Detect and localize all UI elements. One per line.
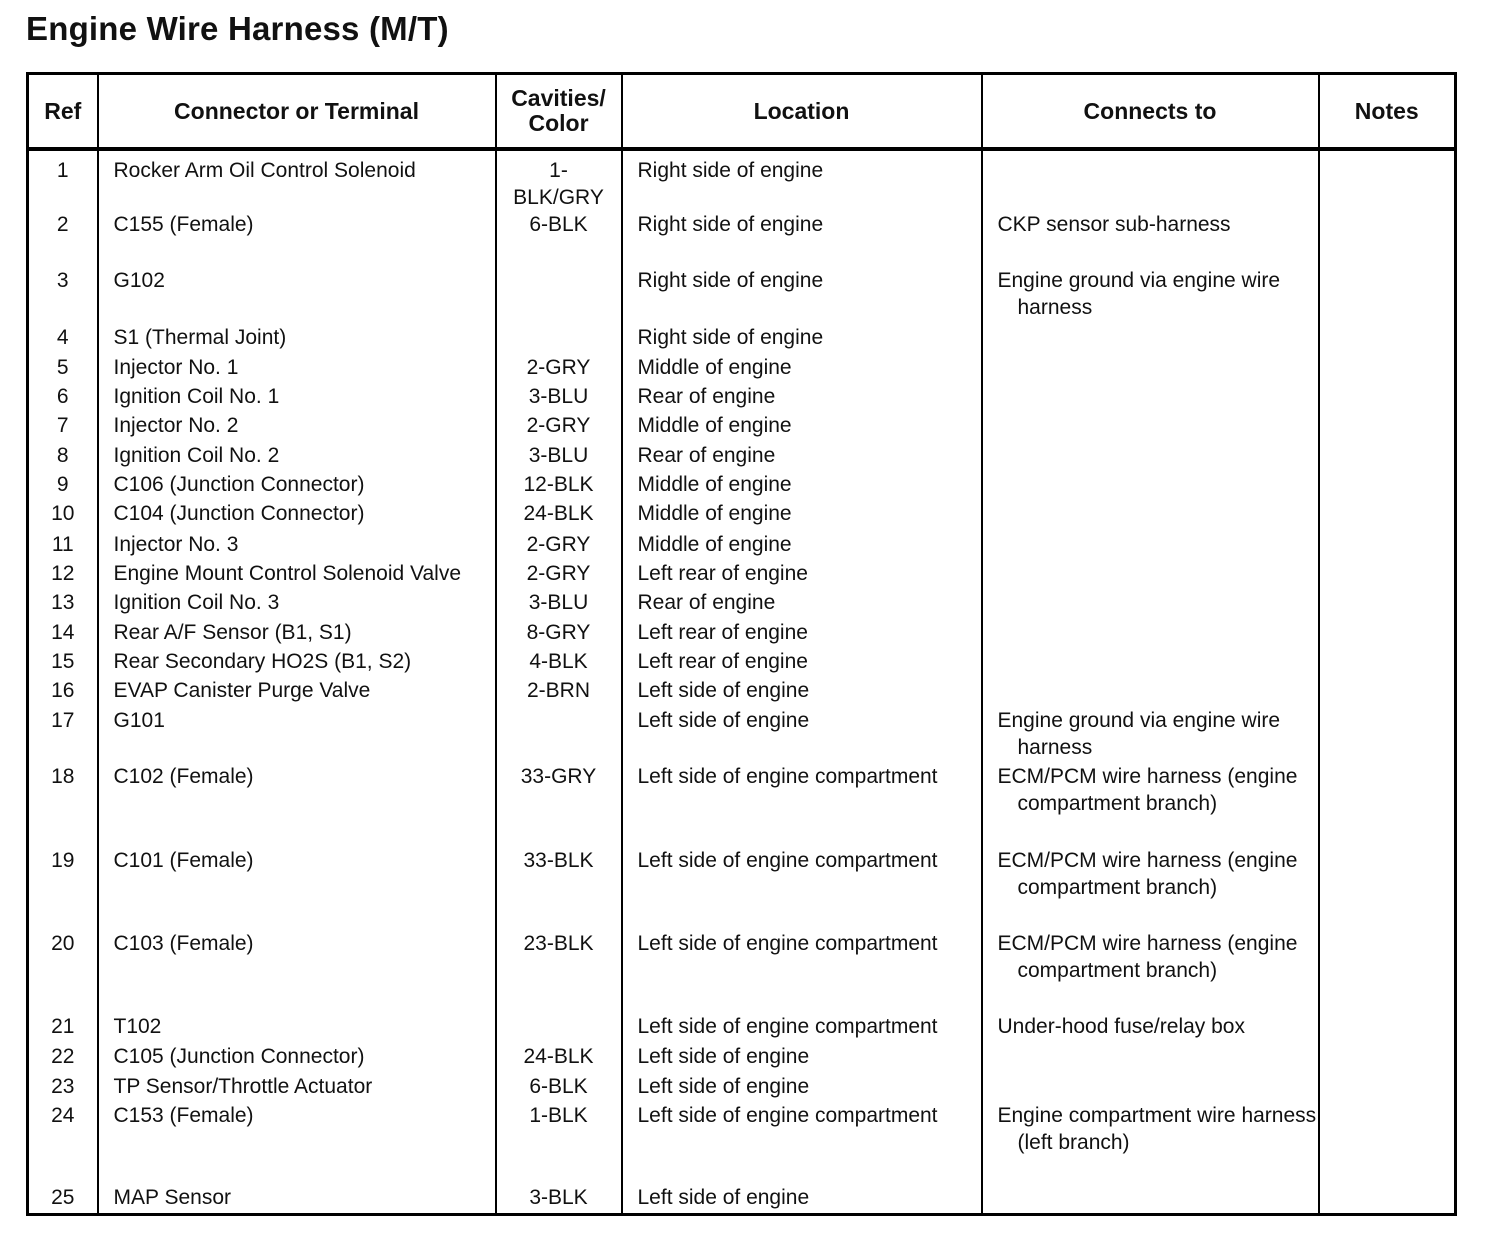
cell-connector: Injector No. 3 <box>98 531 496 560</box>
cell-connects-to <box>982 471 1319 500</box>
cell-location: Middle of engine <box>622 531 982 560</box>
cell-ref: 7 <box>28 412 98 442</box>
cell-connects-to <box>982 763 1319 846</box>
cell-location: Left rear of engine <box>622 560 982 589</box>
cell-connector: MAP Sensor <box>98 1184 496 1214</box>
cell-cavities <box>496 211 622 267</box>
cell-connector: C104 (Junction Connector) <box>98 500 496 530</box>
table-row <box>28 1184 1456 1214</box>
cell-connector: Rear A/F Sensor (B1, S1) <box>98 619 496 648</box>
column-header-connector: Connector or Terminal <box>98 74 496 150</box>
cell-connects-to <box>982 267 1319 323</box>
cavities-text: 3-BLU <box>528 444 589 468</box>
cell-cavities <box>496 589 622 619</box>
cell-ref: 13 <box>28 589 98 619</box>
cell-connects-to <box>982 707 1319 763</box>
cell-notes <box>1319 677 1456 707</box>
cell-cavities <box>496 471 622 500</box>
cell-connects-to <box>982 383 1319 412</box>
column-header-connects-to: Connects to <box>982 74 1319 150</box>
cell-ref: 14 <box>28 619 98 648</box>
table-row <box>28 1102 1456 1184</box>
cell-notes <box>1319 589 1456 619</box>
cell-notes <box>1319 149 1456 211</box>
cell-location: Middle of engine <box>622 412 982 442</box>
cell-notes <box>1319 211 1456 267</box>
cell-ref: 22 <box>28 1043 98 1073</box>
cell-notes <box>1319 267 1456 323</box>
cavities-text: 3-BLU <box>528 384 589 408</box>
connects-to-text: Engine ground via engine wire harness <box>997 269 1281 320</box>
cell-ref: 1 <box>28 149 98 211</box>
cell-location: Rear of engine <box>622 442 982 471</box>
connects-to-text: Under-hood fuse/relay box <box>997 1015 1245 1039</box>
table-row <box>28 763 1456 846</box>
cell-connects-to <box>982 648 1319 677</box>
cell-ref: 21 <box>28 1013 98 1042</box>
table-row <box>28 442 1456 471</box>
cavities-text: 33-GRY <box>520 765 597 789</box>
cell-cavities <box>496 531 622 560</box>
cell-location: Left side of engine <box>622 1043 982 1073</box>
cell-ref: 24 <box>28 1102 98 1184</box>
cavities-text: 3-BLU <box>528 590 589 614</box>
cell-location: Left side of engine <box>622 1073 982 1102</box>
connects-to-text: ECM/PCM wire harness (engine compartment branch) <box>997 765 1298 816</box>
table-row <box>28 648 1456 677</box>
cell-ref: 20 <box>28 930 98 1013</box>
cell-ref: 9 <box>28 471 98 500</box>
table-row <box>28 847 1456 930</box>
cell-notes <box>1319 471 1456 500</box>
table-row <box>28 619 1456 648</box>
cavities-text: 24-BLK <box>523 1044 594 1068</box>
cell-ref: 19 <box>28 847 98 930</box>
cell-location: Left side of engine compartment <box>622 1013 982 1042</box>
cell-notes <box>1319 442 1456 471</box>
cell-notes <box>1319 619 1456 648</box>
page-title: Engine Wire Harness (M/T) <box>26 10 449 47</box>
cell-connects-to <box>982 442 1319 471</box>
cell-cavities <box>496 763 622 846</box>
column-header-cavities-label: Cavities/ Color <box>511 85 606 136</box>
cell-ref: 11 <box>28 531 98 560</box>
cell-connects-to <box>982 1073 1319 1102</box>
cavities-text: 6-BLK <box>529 213 588 237</box>
table-row <box>28 500 1456 530</box>
table-header <box>28 74 1456 150</box>
cell-cavities <box>496 500 622 530</box>
cell-connector: G102 <box>98 267 496 323</box>
cell-connector: Engine Mount Control Solenoid Valve <box>98 560 496 589</box>
cell-location: Right side of engine <box>622 149 982 211</box>
cell-ref: 18 <box>28 763 98 846</box>
cell-connector: C102 (Female) <box>98 763 496 846</box>
cell-cavities <box>496 383 622 412</box>
cell-notes <box>1319 412 1456 442</box>
table-row <box>28 1073 1456 1102</box>
cell-cavities <box>496 1013 622 1042</box>
cell-ref: 23 <box>28 1073 98 1102</box>
cell-connects-to <box>982 412 1319 442</box>
cell-location: Right side of engine <box>622 267 982 323</box>
cell-ref: 5 <box>28 354 98 383</box>
cell-notes <box>1319 1013 1456 1042</box>
cell-connector: Ignition Coil No. 1 <box>98 383 496 412</box>
cell-connector: G101 <box>98 707 496 763</box>
cell-notes <box>1319 1102 1456 1184</box>
cell-location: Left side of engine compartment <box>622 1102 982 1184</box>
column-header-location: Location <box>622 74 982 150</box>
cell-connector: C106 (Junction Connector) <box>98 471 496 500</box>
cavities-text: 4-BLK <box>529 649 588 673</box>
cell-connector: Ignition Coil No. 3 <box>98 589 496 619</box>
cell-ref: 15 <box>28 648 98 677</box>
cell-connector: C155 (Female) <box>98 211 496 267</box>
cell-connector: T102 <box>98 1013 496 1042</box>
cavities-text: 2-GRY <box>526 532 591 556</box>
cell-location: Left side of engine <box>622 707 982 763</box>
cell-ref: 2 <box>28 211 98 267</box>
cell-connects-to <box>982 1013 1319 1042</box>
cell-notes <box>1319 930 1456 1013</box>
table-row <box>28 149 1456 211</box>
table-row <box>28 707 1456 763</box>
cell-connector: Injector No. 2 <box>98 412 496 442</box>
cavities-text: 2-GRY <box>526 414 591 438</box>
table-row <box>28 471 1456 500</box>
cell-location: Left rear of engine <box>622 619 982 648</box>
cell-location: Left side of engine <box>622 1184 982 1214</box>
cell-connector: C103 (Female) <box>98 930 496 1013</box>
cell-cavities <box>496 847 622 930</box>
cell-location: Left side of engine <box>622 677 982 707</box>
cell-cavities <box>496 1073 622 1102</box>
cell-cavities <box>496 267 622 323</box>
cell-connector: EVAP Canister Purge Valve <box>98 677 496 707</box>
cell-notes <box>1319 707 1456 763</box>
cell-connector: C101 (Female) <box>98 847 496 930</box>
cavities-text: 24-BLK <box>523 502 594 526</box>
cell-connects-to <box>982 677 1319 707</box>
cavities-text: 1-BLK <box>529 1103 588 1127</box>
cell-notes <box>1319 648 1456 677</box>
table-row <box>28 677 1456 707</box>
cavities-text: 12-BLK <box>523 473 594 497</box>
cell-ref: 10 <box>28 500 98 530</box>
cell-cavities <box>496 648 622 677</box>
cell-ref: 12 <box>28 560 98 589</box>
cell-cavities <box>496 619 622 648</box>
cell-notes <box>1319 500 1456 530</box>
column-header-notes: Notes <box>1319 74 1456 150</box>
column-header-cavities <box>496 74 622 150</box>
table-row <box>28 211 1456 267</box>
cell-connects-to <box>982 354 1319 383</box>
cavities-text: 23-BLK <box>523 932 594 956</box>
cell-notes <box>1319 531 1456 560</box>
cell-notes <box>1319 383 1456 412</box>
cell-cavities <box>496 149 622 211</box>
table-row <box>28 383 1456 412</box>
cell-connects-to <box>982 589 1319 619</box>
cell-notes <box>1319 763 1456 846</box>
cell-ref: 17 <box>28 707 98 763</box>
cell-location: Rear of engine <box>622 383 982 412</box>
cell-connects-to <box>982 560 1319 589</box>
cell-connector: TP Sensor/Throttle Actuator <box>98 1073 496 1102</box>
cell-ref: 6 <box>28 383 98 412</box>
table-row <box>28 1013 1456 1042</box>
cell-connects-to <box>982 211 1319 267</box>
cell-ref: 4 <box>28 324 98 354</box>
connects-to-text: ECM/PCM wire harness (engine compartment branch) <box>997 932 1298 983</box>
cell-ref: 3 <box>28 267 98 323</box>
table-body <box>28 149 1456 1215</box>
cavities-text: 6-BLK <box>529 1074 588 1098</box>
cell-connector: C105 (Junction Connector) <box>98 1043 496 1073</box>
cell-connects-to <box>982 500 1319 530</box>
cell-connector: C153 (Female) <box>98 1102 496 1184</box>
cell-notes <box>1319 1073 1456 1102</box>
cell-connector: S1 (Thermal Joint) <box>98 324 496 354</box>
cell-location: Rear of engine <box>622 589 982 619</box>
cavities-text: 2-GRY <box>526 561 591 585</box>
connects-to-text: ECM/PCM wire harness (engine compartment branch) <box>997 848 1298 899</box>
cavities-text: 3-BLK <box>529 1186 588 1210</box>
cell-notes <box>1319 1184 1456 1214</box>
column-header-ref: Ref <box>28 74 98 150</box>
cell-cavities <box>496 930 622 1013</box>
cell-notes <box>1319 1043 1456 1073</box>
cell-connects-to <box>982 1184 1319 1214</box>
table-row <box>28 560 1456 589</box>
connects-to-text: CKP sensor sub-harness <box>997 213 1231 237</box>
cell-connects-to <box>982 149 1319 211</box>
cell-cavities <box>496 354 622 383</box>
table-row <box>28 531 1456 560</box>
cavities-text: 1-BLK/GRY <box>513 159 604 209</box>
cavities-text: 2-GRY <box>526 355 591 379</box>
cell-cavities <box>496 1102 622 1184</box>
cell-connector: Ignition Coil No. 2 <box>98 442 496 471</box>
cell-connects-to <box>982 847 1319 930</box>
cell-notes <box>1319 560 1456 589</box>
cavities-text: 8-GRY <box>526 620 591 644</box>
cell-cavities <box>496 707 622 763</box>
table-row <box>28 589 1456 619</box>
cell-connector: Rocker Arm Oil Control Solenoid <box>98 149 496 211</box>
cell-connects-to <box>982 1102 1319 1184</box>
cell-connects-to <box>982 619 1319 648</box>
cell-location: Left rear of engine <box>622 648 982 677</box>
cell-location: Middle of engine <box>622 500 982 530</box>
cell-notes <box>1319 324 1456 354</box>
table-row <box>28 1043 1456 1073</box>
cavities-text: 2-BRN <box>526 679 590 703</box>
table-row <box>28 412 1456 442</box>
cell-connects-to <box>982 1043 1319 1073</box>
connects-to-text: Engine ground via engine wire harness <box>997 709 1281 760</box>
cell-location: Middle of engine <box>622 354 982 383</box>
cell-cavities <box>496 1043 622 1073</box>
cell-location: Middle of engine <box>622 471 982 500</box>
cell-cavities <box>496 560 622 589</box>
cell-location: Left side of engine compartment <box>622 847 982 930</box>
cell-ref: 25 <box>28 1184 98 1214</box>
cell-ref: 16 <box>28 677 98 707</box>
connects-to-text: Engine compartment wire harness (left branch) <box>997 1103 1317 1154</box>
cell-notes <box>1319 354 1456 383</box>
table-row <box>28 267 1456 323</box>
cell-connects-to <box>982 531 1319 560</box>
cell-cavities <box>496 412 622 442</box>
cell-cavities <box>496 324 622 354</box>
cell-cavities <box>496 677 622 707</box>
cell-connects-to <box>982 324 1319 354</box>
harness-table <box>26 72 1457 1216</box>
cell-notes <box>1319 847 1456 930</box>
cell-location: Right side of engine <box>622 211 982 267</box>
cell-connector: Injector No. 1 <box>98 354 496 383</box>
cell-location: Left side of engine compartment <box>622 763 982 846</box>
table-row <box>28 354 1456 383</box>
table-row <box>28 324 1456 354</box>
cell-location: Left side of engine compartment <box>622 930 982 1013</box>
cavities-text: 33-BLK <box>523 848 594 872</box>
cell-connector: Rear Secondary HO2S (B1, S2) <box>98 648 496 677</box>
cell-cavities <box>496 442 622 471</box>
cell-connects-to <box>982 930 1319 1013</box>
cell-ref: 8 <box>28 442 98 471</box>
cell-cavities <box>496 1184 622 1214</box>
table-row <box>28 930 1456 1013</box>
cell-location: Right side of engine <box>622 324 982 354</box>
